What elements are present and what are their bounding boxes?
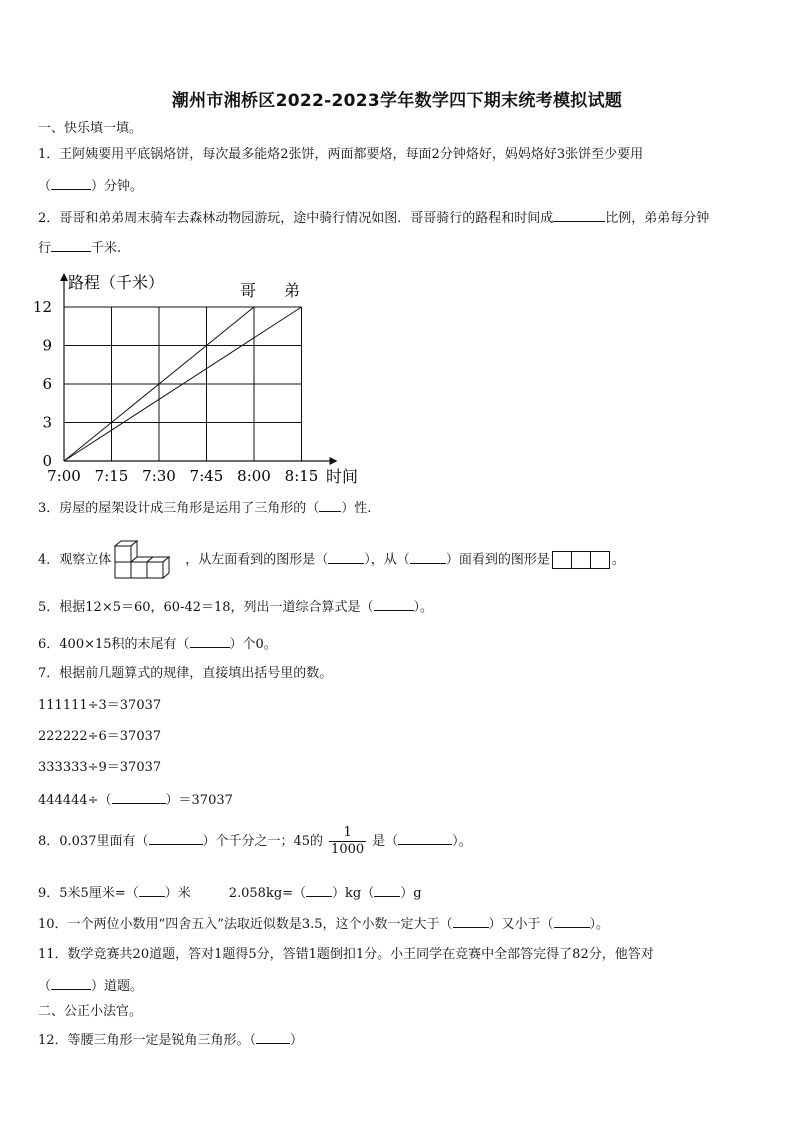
y-axis-label: 路程（千米） [68, 273, 165, 292]
equation-line: 111111÷3＝37037 [38, 698, 162, 713]
y-tick-label: 3 [42, 413, 52, 432]
question-6 [38, 634, 277, 654]
answer-blank[interactable] [453, 914, 489, 928]
question-text: 10．一个两位小数用“四舍五入”法取近似数是3.5，这个小数一定大于（ [38, 917, 453, 932]
three-squares-icon [552, 551, 610, 569]
section-heading: 一、快乐填一填。 [38, 121, 143, 136]
question-10 [38, 914, 609, 934]
question-text: 2.058kg=（ [228, 886, 307, 901]
question-text: ）面看到的图形是 [445, 552, 550, 568]
question-3 [38, 498, 371, 518]
answer-blank[interactable] [319, 498, 341, 512]
question-text: ）。 [589, 917, 610, 932]
y-tick-label: 0 [42, 452, 52, 470]
fraction-denominator: 1000 [331, 842, 365, 857]
answer-blank[interactable] [139, 883, 165, 897]
question-text: ）＝37037 [165, 793, 233, 808]
question-text: ）。 [413, 600, 434, 615]
question-text: ）道题。 [91, 979, 144, 994]
answer-blank[interactable] [112, 790, 166, 804]
question-text: 是（ [372, 834, 399, 849]
answer-blank[interactable] [149, 831, 203, 845]
series-label-younger-brother: 弟 [284, 281, 301, 300]
distance-time-chart [32, 264, 382, 490]
answer-blank[interactable] [51, 976, 91, 990]
question-text: 。 [611, 552, 625, 568]
paren-open: （ [38, 979, 52, 994]
question-text: ）性. [341, 501, 372, 516]
answer-blank[interactable] [306, 883, 332, 897]
question-text: ，从左面看到的图形是（ [185, 552, 329, 568]
question-11 [38, 946, 654, 964]
fraction-numerator: 1 [343, 825, 352, 840]
x-axis-arrow [330, 457, 338, 465]
question-text: 11．数学竞赛共20道题，答对1题得5分，答错1题倒扣1分。小王同学在竞赛中全部答完得了82分，他答对 [38, 947, 654, 962]
question-text: ） [290, 1033, 304, 1048]
answer-blank[interactable] [256, 1030, 290, 1044]
question-text: 12．等腰三角形一定是锐角三角形。（ [38, 1033, 257, 1048]
question-text: 444444÷（ [38, 793, 112, 808]
answer-blank[interactable] [398, 831, 452, 845]
x-tick-label: 8:15 [284, 467, 319, 485]
question-7-answer-line [38, 790, 233, 810]
series-label-brother: 哥 [240, 281, 257, 300]
question-text: 3．房屋的屋架设计成三角形是运用了三角形的（ [38, 501, 320, 516]
y-tick-label: 12 [32, 298, 52, 316]
x-tick-label: 7:00 [47, 467, 81, 485]
question-2 [38, 208, 709, 228]
answer-blank[interactable] [554, 914, 590, 928]
question-text: ）又小于（ [488, 917, 554, 932]
question-5 [38, 597, 433, 617]
question-text: ）分钟。 [91, 179, 144, 194]
question-text: 比例，弟弟每分钟 [605, 211, 710, 226]
question-8 [38, 822, 472, 862]
question-1 [38, 146, 643, 164]
page-title: 潮州市湘桥区2022-2023学年数学四下期末统考模拟试题 [171, 91, 623, 111]
x-axis-label: 时间 [326, 467, 359, 486]
question-text: ），从（ [364, 552, 410, 568]
question-11-answer-line [38, 976, 143, 996]
chart-tick-labels [33, 298, 318, 485]
x-tick-label: 8:00 [237, 467, 271, 485]
question-text: 9．5米5厘米=（ [38, 886, 139, 901]
x-tick-label: 7:15 [94, 467, 129, 485]
answer-blank[interactable] [51, 238, 91, 252]
answer-blank[interactable] [328, 550, 364, 564]
equation-line: 222222÷6＝37037 [38, 729, 162, 744]
question-text: ）g [400, 886, 422, 901]
answer-blank[interactable] [553, 208, 605, 222]
answer-blank[interactable] [51, 176, 91, 190]
question-12 [38, 1030, 303, 1050]
x-tick-label: 7:30 [142, 467, 176, 485]
question-4 [38, 540, 625, 580]
question-2-answer-line [38, 238, 121, 258]
equation-line: 333333÷9＝37037 [38, 760, 162, 775]
answer-blank[interactable] [410, 550, 446, 564]
question-text: ）。 [452, 834, 472, 849]
question-text: 4．观察立体 [38, 552, 112, 568]
question-7 [38, 665, 332, 683]
cube-figure-icon [113, 540, 183, 580]
question-1-answer-line [38, 176, 143, 196]
question-text: 8．0.037里面有（ [38, 834, 149, 849]
y-tick-label: 9 [42, 336, 52, 355]
fraction [329, 825, 366, 858]
section-heading: 二、公正小法官。 [38, 1004, 143, 1019]
question-text: 5．根据12×5＝60，60-42＝18，列出一道综合算式是（ [38, 600, 374, 615]
question-text: 6．400×15积的末尾有（ [38, 637, 190, 652]
question-text: 千米. [91, 241, 122, 256]
question-text: ）米 [164, 886, 191, 901]
answer-blank[interactable] [374, 883, 400, 897]
question-text: 行 [38, 241, 52, 256]
question-text: ）个0。 [229, 637, 277, 652]
question-text: 7．根据前几题算式的规律，直接填出括号里的数。 [38, 666, 333, 681]
y-axis-arrow [60, 273, 68, 281]
question-text: ）kg（ [332, 886, 375, 901]
question-text: 2．哥哥和弟弟周末骑车去森林动物园游玩，途中骑行情况如图．哥哥骑行的路程和时间成 [38, 211, 554, 226]
y-tick-label: 6 [42, 375, 52, 393]
x-tick-label: 7:45 [189, 467, 224, 485]
question-text: 1．王阿姨要用平底锅烙饼，每次最多能烙2张饼，两面都要烙，每面2分钟烙好，妈妈烙好3张饼至少要用 [38, 147, 644, 162]
question-text: ）个千分之一；45的 [202, 834, 324, 849]
paren-open: （ [38, 179, 52, 194]
question-9 [38, 883, 422, 903]
answer-blank[interactable] [374, 597, 414, 611]
answer-blank[interactable] [190, 634, 230, 648]
